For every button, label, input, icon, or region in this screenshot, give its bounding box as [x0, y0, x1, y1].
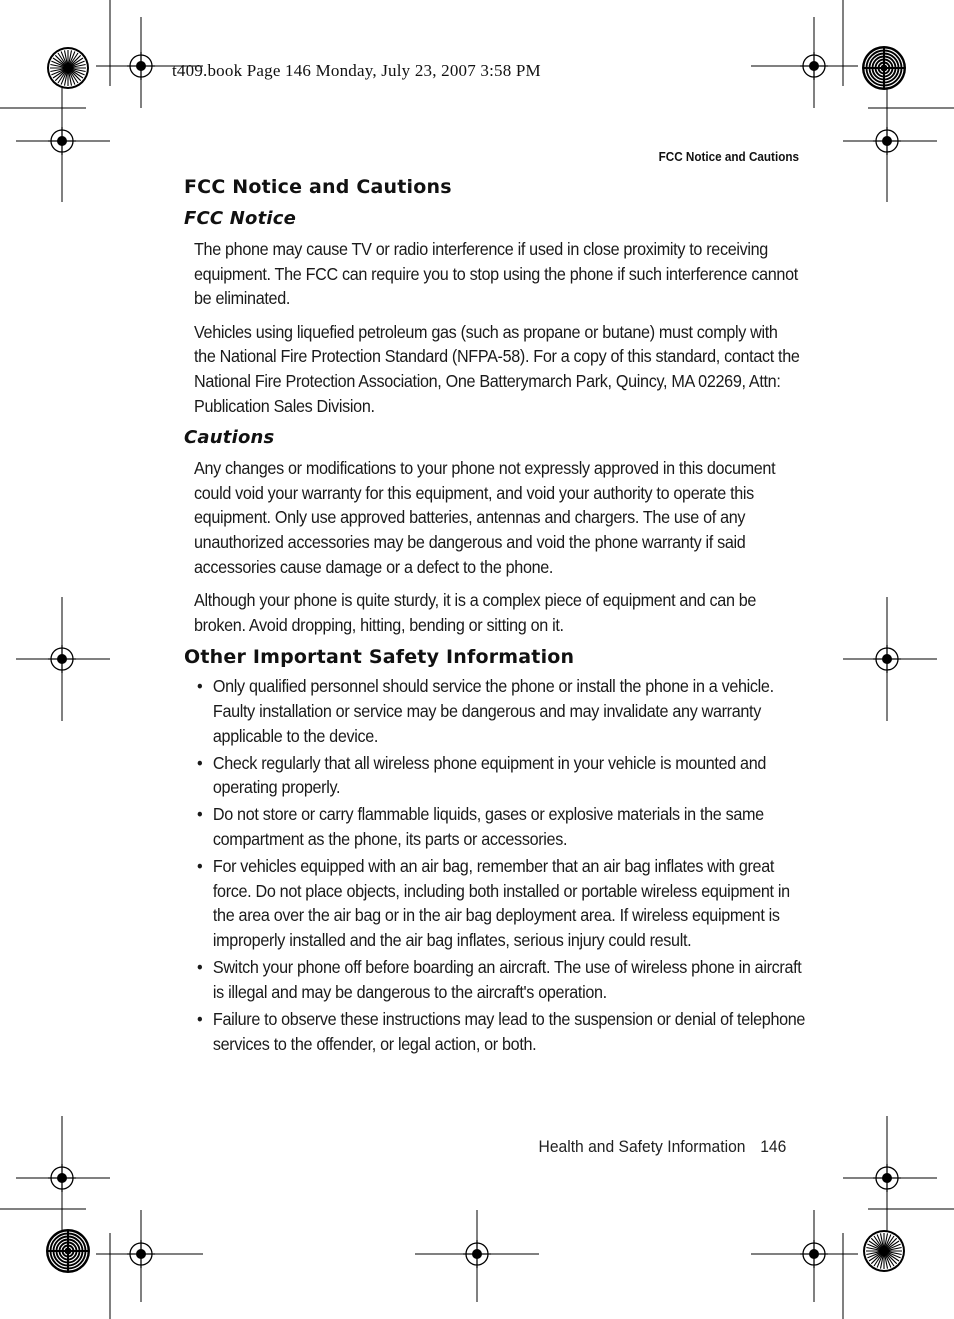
cautions-paragraph: Although your phone is quite sturdy, it is a complex piece of equipment and can be broken. Avoid dropping, hitting, bending or sitting on it. [194, 590, 757, 635]
fcc-notice-paragraph: Vehicles using liquefied petroleum gas (such as propane or butane) must comply with the National Fire Protection Standard (NFPA-58). For a copy of this standard, contact the National Fire Protection Association, One Batterymarch Park, Quincy, MA 02269, Attn: Publication Sales Division. [194, 321, 800, 416]
bullet-icon: • [197, 752, 203, 773]
safety-list [184, 674, 806, 1056]
list-item-text: Only qualified personnel should service the phone or install the phone in a vehicle. Faulty installation or service may be dangerous and may invalidate any warranty applicable to the device. [212, 676, 774, 746]
list-item [197, 1007, 808, 1056]
footer-section-name: Health and Safety Information [538, 1137, 746, 1156]
running-head: FCC Notice and Cautions [658, 149, 799, 164]
fcc-notice-heading: FCC Notice [184, 208, 297, 229]
list-item [197, 802, 808, 851]
list-item-text: Switch your phone off before boarding an aircraft. The use of wireless phone in aircraft is illegal and may be dangerous to the aircraft's operation. [212, 957, 802, 1002]
page-content [184, 176, 806, 1059]
list-item-text: Check regularly that all wireless phone equipment in your vehicle is mounted and operating properly. [212, 752, 767, 798]
list-item [197, 854, 808, 952]
list-item [197, 751, 808, 800]
list-item-text: Do not store or carry flammable liquids, gases or explosive materials in the same compartment as the phone, its parts or accessories. [212, 804, 764, 850]
list-item-text: Failure to observe these instructions may lead to the suspension or denial of telephone services to the offender, or legal action, or both. [212, 1009, 806, 1054]
bullet-icon: • [197, 804, 203, 825]
cautions-paragraph: Any changes or modifications to your phone not expressly approved in this document could void your warranty for this equipment, and void your authority to operate this equipment. Only use approved batteries, antennas and chargers. The use of any unauthorized accessories may be dangerous and void the phone warranty if said accessories cause damage or a defect to the phone. [194, 458, 776, 577]
page-footer [538, 1137, 786, 1157]
print-slug-line: t409.book Page 146 Monday, July 23, 2007 3:58 PM [172, 61, 541, 80]
list-item-text: For vehicles equipped with an air bag, remember that an air bag inflates with great force. Do not place objects, including both installed or portable wireless equipment in the area over the air bag or in the air bag deployment area. If wireless equipment is improperly installed and the air bag inflates, serious injury could result. [212, 856, 790, 951]
bullet-icon: • [197, 1009, 203, 1029]
bullet-icon: • [197, 957, 203, 978]
fcc-notice-paragraph: The phone may cause TV or radio interference if used in close proximity to receiving equipment. The FCC can require you to stop using the phone if such interference cannot be eliminated. [194, 239, 798, 309]
bullet-icon: • [197, 856, 203, 877]
bullet-icon: • [197, 676, 203, 697]
page-number: 146 [759, 1137, 786, 1156]
cautions-heading: Cautions [184, 427, 275, 449]
list-item [197, 674, 808, 748]
page-title: FCC Notice and Cautions [184, 176, 452, 198]
list-item [197, 955, 808, 1004]
other-safety-heading: Other Important Safety Information [184, 646, 575, 669]
